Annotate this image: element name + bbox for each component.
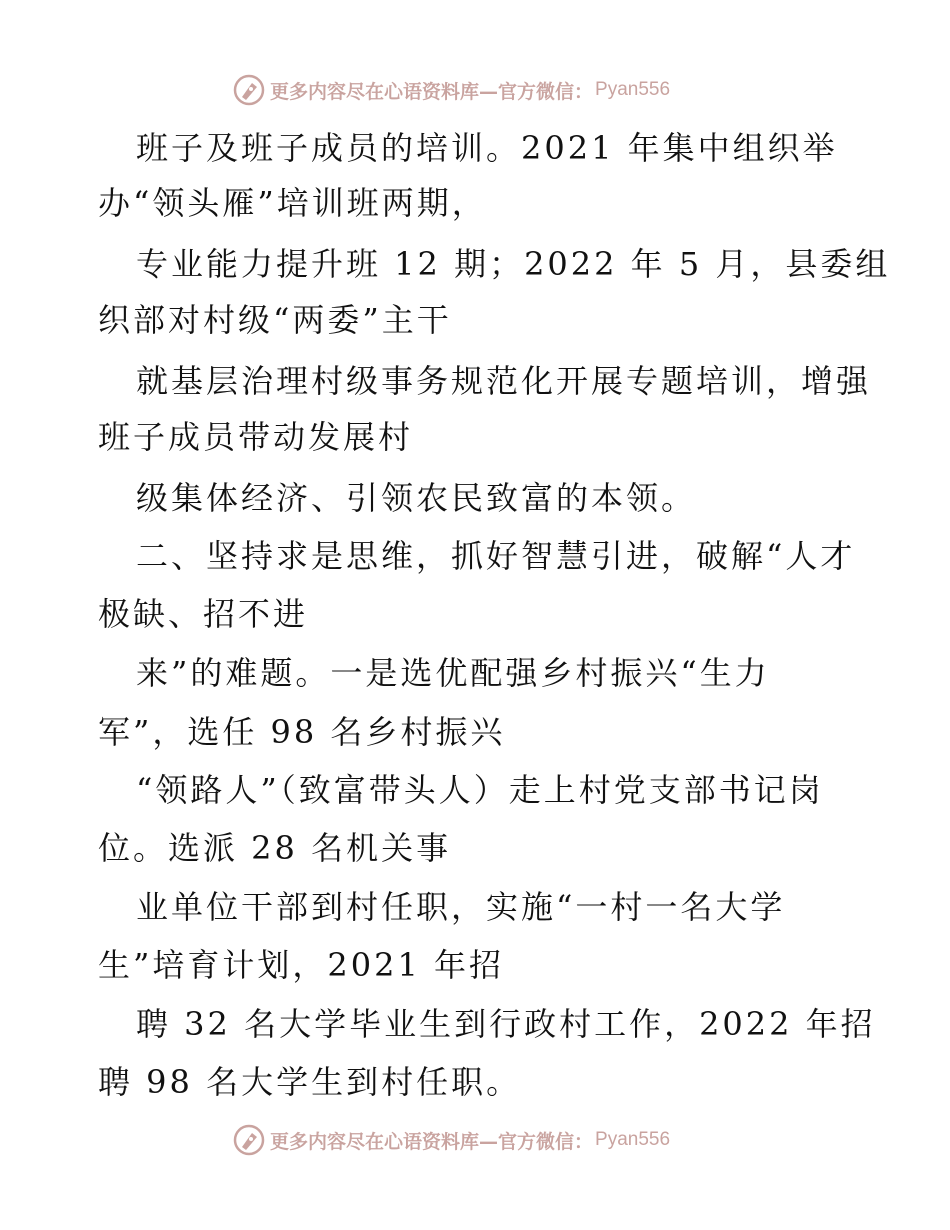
text-line: 级集体经济、引领农民致富的本领。: [136, 479, 697, 517]
text-line: 班子及班子成员的培训。2021 年集中组织举: [136, 129, 838, 167]
text-line: 聘 32 名大学毕业生到行政村工作，2022 年招: [136, 1005, 876, 1043]
footer-watermark: [232, 1122, 752, 1158]
text-line: 军”，选任 98 名乡村振兴: [98, 713, 506, 751]
watermark-brand-text: 更多内容尽在心语资料库—官方微信：: [270, 80, 594, 103]
watermark-wechat-id: Pyan556: [595, 79, 671, 100]
text-line: 位。选派 28 名机关事: [98, 829, 452, 867]
text-line: 织部对村级“两委”主干: [98, 301, 452, 339]
pen-nib-logo-icon: [232, 1123, 266, 1157]
text-line: 聘 98 名大学生到村任职。: [98, 1063, 522, 1101]
text-line: 二、坚持求是思维，抓好智慧引进，破解“人才: [136, 537, 856, 575]
watermark-brand-text: 更多内容尽在心语资料库—官方微信：: [270, 1130, 594, 1153]
watermark-wechat-id: Pyan556: [595, 1129, 671, 1150]
text-line: 班子成员带动发展村: [98, 418, 414, 456]
text-line: 极缺、招不进: [98, 595, 309, 633]
text-line: 专业能力提升班 12 期；2022 年 5 月，县委组: [136, 245, 891, 283]
text-line: “领路人”（致富带头人）走上村党支部书记岗: [136, 771, 824, 809]
text-line: 就基层治理村级事务规范化开展专题培训，增强: [136, 362, 872, 400]
text-line: 来”的难题。一是选优配强乡村振兴“生力: [136, 654, 770, 692]
text-line: 业单位干部到村任职，实施“一村一名大学: [136, 888, 786, 926]
text-line: 生”培育计划，2021 年招: [98, 946, 504, 984]
text-line: 办“领头雁”培训班两期，: [98, 184, 487, 222]
